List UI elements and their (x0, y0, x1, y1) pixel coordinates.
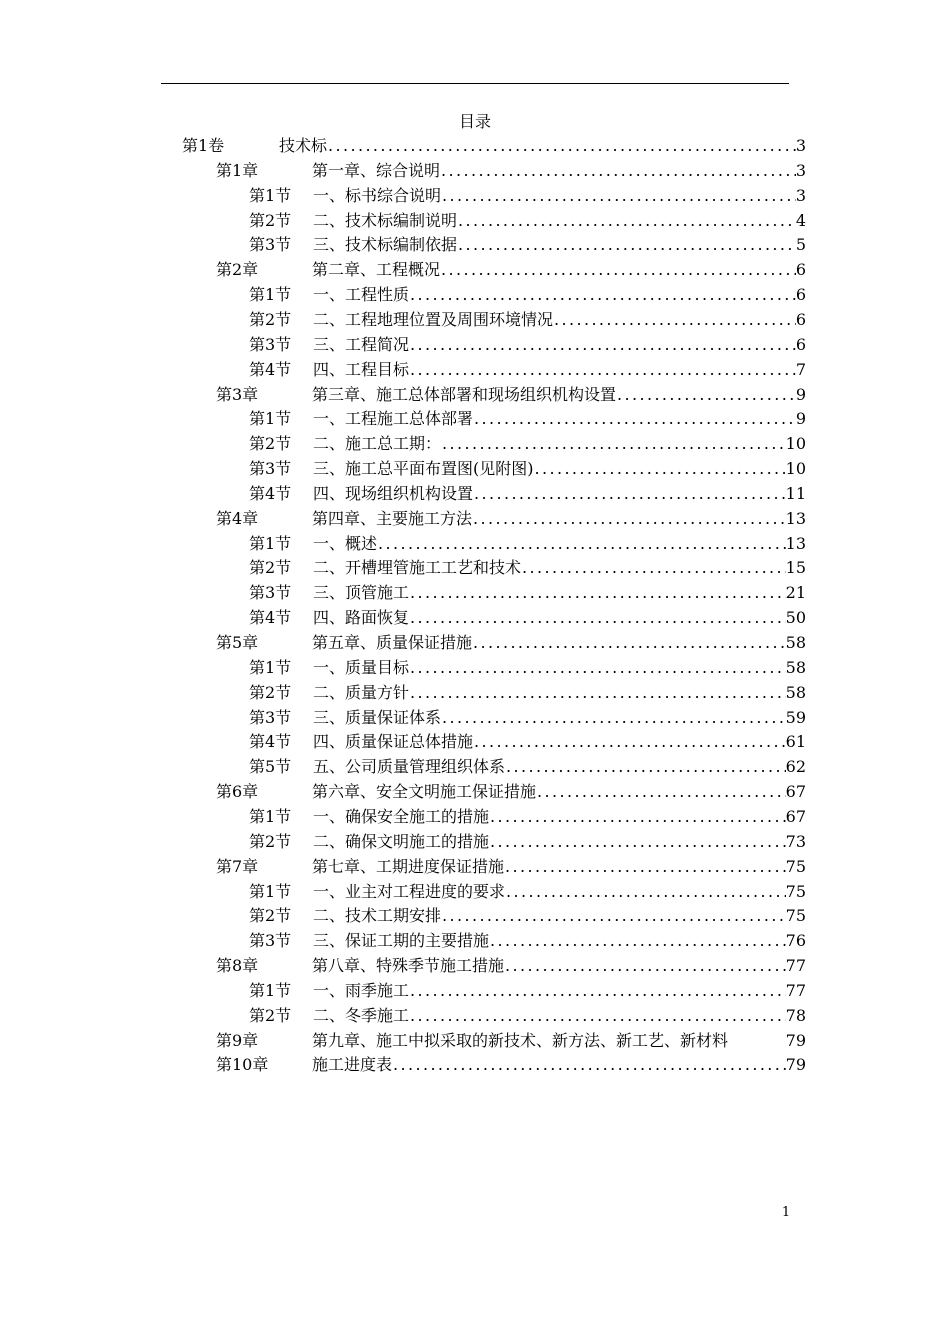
toc-entry[interactable] (216, 158, 806, 183)
toc-entry-page: 15 (785, 558, 806, 578)
toc-entry-label: 第3节 (249, 459, 292, 479)
toc-entry[interactable] (249, 928, 806, 953)
toc-entry-label: 第3节 (249, 931, 292, 951)
toc-dot-leader (473, 406, 796, 431)
toc-entry-label: 第6章 (216, 782, 259, 802)
toc-dot-leader (409, 332, 796, 357)
toc-entry-page: 13 (785, 508, 806, 528)
toc-entry-label: 第2章 (216, 260, 259, 280)
toc-dot-leader (505, 754, 786, 779)
toc-entry-label: 第3节 (249, 334, 292, 354)
toc-entry[interactable] (249, 605, 806, 630)
toc-entry-title: 四、现场组织机构设置 (313, 483, 474, 503)
toc-dot-leader (409, 282, 796, 307)
toc-entry-page: 76 (785, 931, 806, 951)
toc-entry-page: 79 (785, 1030, 806, 1050)
toc-entry[interactable] (249, 555, 806, 580)
toc-dot-leader (440, 257, 796, 282)
toc-entry-label: 第1节 (249, 285, 292, 305)
toc-entry-title: 第三章、施工总体部署和现场组织机构设置 (312, 384, 617, 404)
toc-dot-leader (489, 928, 786, 953)
toc-entry-page: 5 (795, 235, 806, 255)
toc-entry-page: 58 (785, 682, 806, 702)
toc-entry[interactable] (216, 382, 806, 407)
toc-entry-page: 3 (795, 160, 806, 180)
toc-dot-leader (553, 307, 796, 332)
toc-dot-leader (440, 158, 796, 183)
toc-entry-label: 第1节 (249, 806, 292, 826)
toc-dot-leader (457, 208, 796, 233)
toc-entry-title: 二、质量方针 (313, 682, 410, 702)
toc-entry-page: 6 (795, 309, 806, 329)
toc-dot-leader (441, 431, 786, 456)
toc-entry[interactable] (249, 754, 806, 779)
toc-entry-page: 62 (785, 757, 806, 777)
toc-entry-label: 第1节 (249, 533, 292, 553)
page-number: 1 (781, 1205, 791, 1220)
toc-entry[interactable] (249, 829, 806, 854)
toc-entry-page: 50 (785, 608, 806, 628)
toc-entry-page: 61 (785, 732, 806, 752)
toc-entry-page: 79 (785, 1055, 806, 1075)
toc-entry[interactable] (216, 506, 806, 531)
toc-entry[interactable] (249, 705, 806, 730)
toc-entry[interactable] (249, 208, 806, 233)
toc-entry-page: 75 (785, 856, 806, 876)
toc-entry[interactable] (216, 854, 806, 879)
toc-entry-title: 三、工程简况 (313, 334, 410, 354)
toc-entry[interactable] (249, 431, 806, 456)
toc-entry[interactable] (249, 183, 806, 208)
toc-dot-leader (457, 232, 796, 257)
toc-entry-title: 一、标书综合说明 (313, 185, 442, 205)
toc-entry-page: 10 (785, 434, 806, 454)
toc-entry-label: 第1节 (249, 657, 292, 677)
toc-entry-label: 第1节 (249, 881, 292, 901)
toc-entry[interactable] (249, 655, 806, 680)
toc-dot-leader (473, 481, 786, 506)
toc-entry[interactable] (249, 332, 806, 357)
toc-entry-label: 第1章 (216, 160, 259, 180)
toc-entry-title: 第八章、特殊季节施工措施 (312, 956, 505, 976)
toc-entry-label: 第2节 (249, 434, 292, 454)
toc-dot-leader (441, 705, 786, 730)
toc-entry-title: 二、开槽埋管施工工艺和技术 (313, 558, 522, 578)
toc-dot-leader (409, 580, 786, 605)
header-rule (161, 83, 789, 84)
toc-entry-title: 四、工程目标 (313, 359, 410, 379)
toc-dot-leader (409, 978, 786, 1003)
toc-entry-label: 第7章 (216, 856, 259, 876)
toc-entry-page: 67 (785, 806, 806, 826)
toc-entry-page: 21 (785, 583, 806, 603)
toc-entry-title: 三、质量保证体系 (313, 707, 442, 727)
toc-entry-page: 6 (795, 334, 806, 354)
toc-entry-title: 第四章、主要施工方法 (312, 508, 473, 528)
toc-entry-page: 6 (795, 285, 806, 305)
toc-entry-page: 78 (785, 1005, 806, 1025)
toc-entry-page: 67 (785, 782, 806, 802)
toc-entry[interactable] (216, 953, 806, 978)
toc-entry-title: 二、确保文明施工的措施 (313, 831, 490, 851)
toc-entry-title: 一、业主对工程进度的要求 (313, 881, 506, 901)
toc-entry-page: 73 (785, 831, 806, 851)
toc-dot-leader (392, 1052, 786, 1077)
toc-entry-label: 第4节 (249, 359, 292, 379)
toc-entry-page: 58 (785, 633, 806, 652)
toc-entry[interactable] (216, 257, 806, 282)
toc-dot-leader (536, 779, 786, 804)
toc-entry[interactable] (216, 1028, 806, 1053)
toc-entry-page: 75 (785, 881, 806, 901)
toc-dot-leader (409, 680, 786, 705)
toc-entry[interactable] (249, 456, 806, 481)
toc-entry-title: 一、工程施工总体部署 (313, 409, 474, 429)
toc-entry-label: 第3节 (249, 235, 292, 255)
toc-entry-title: 四、路面恢复 (313, 608, 410, 628)
toc-entry-label: 第1节 (249, 185, 292, 205)
toc-entry-page: 77 (785, 980, 806, 1000)
toc-dot-leader (441, 903, 786, 928)
toc-entry-page: 10 (785, 459, 806, 479)
toc-entry-label: 第4节 (249, 483, 292, 503)
toc-entry-title: 一、确保安全施工的措施 (313, 806, 490, 826)
toc-entry-label: 第3章 (216, 384, 259, 404)
toc-entry-label: 第5章 (216, 633, 259, 652)
toc-entry-title: 四、质量保证总体措施 (313, 732, 474, 752)
toc-entry[interactable] (249, 481, 806, 506)
toc-entry[interactable] (249, 729, 806, 754)
toc-entry[interactable] (249, 1003, 806, 1028)
toc-dot-leader (472, 506, 786, 531)
toc-dot-leader (377, 531, 786, 556)
toc-entry-title: 三、施工总平面布置图(见附图) (313, 459, 534, 479)
toc-dot-leader (534, 456, 786, 481)
toc-dot-leader (409, 357, 796, 382)
toc-entry-title: 三、保证工期的主要措施 (313, 931, 490, 951)
toc-entry-title: 技术标 (279, 136, 328, 155)
toc-entry-page: 13 (785, 533, 806, 553)
toc-entry-label: 第10章 (216, 1055, 269, 1075)
toc-entry-title: 第九章、施工中拟采取的新技术、新方法、新工艺、新材料 (312, 1030, 729, 1050)
toc-dot-leader (473, 729, 786, 754)
toc-dot-leader (409, 605, 786, 630)
toc-entry-label: 第2节 (249, 1005, 292, 1025)
toc-entry-label: 第2节 (249, 831, 292, 851)
toc-entry-title: 第二章、工程概况 (312, 260, 441, 280)
toc-dot-leader (409, 1003, 786, 1028)
toc-entry[interactable] (249, 232, 806, 257)
toc-entry-page: 77 (785, 956, 806, 976)
toc-entry-title: 二、技术工期安排 (313, 906, 442, 926)
toc-title: 目录 (458, 112, 491, 131)
toc-entry-title: 施工进度表 (312, 1055, 393, 1075)
toc-entry[interactable] (216, 1052, 806, 1077)
toc-dot-leader (472, 630, 786, 655)
toc-entry[interactable] (249, 903, 806, 928)
toc-entry[interactable] (249, 978, 806, 1003)
toc-entry[interactable] (249, 879, 806, 904)
toc-entry-page: 6 (795, 260, 806, 280)
toc-entry-title: 二、冬季施工 (313, 1005, 410, 1025)
toc-entry-title: 三、技术标编制依据 (313, 235, 458, 255)
toc-entry[interactable] (216, 630, 806, 655)
toc-entry-title: 一、概述 (313, 533, 378, 553)
toc-entry-title: 一、工程性质 (313, 285, 410, 305)
toc-entry-title: 二、技术标编制说明 (313, 210, 458, 230)
toc-entry-label: 第8章 (216, 956, 259, 976)
toc-entry[interactable] (249, 804, 806, 829)
toc-entry-page: 9 (795, 409, 806, 429)
toc-entry-page: 4 (795, 210, 806, 230)
toc-entry[interactable] (249, 282, 806, 307)
toc-entry[interactable] (249, 580, 806, 605)
toc-entry-label: 第5节 (249, 757, 292, 777)
toc-entry-title: 第一章、综合说明 (312, 160, 441, 180)
toc-entry-page: 7 (795, 359, 806, 379)
toc-dot-leader (441, 183, 796, 208)
toc-dot-leader (504, 854, 786, 879)
toc-entry-label: 第9章 (216, 1030, 259, 1050)
toc-dot-leader (489, 829, 786, 854)
toc-dot-leader (521, 555, 786, 580)
toc-entry-page: 3 (795, 185, 806, 205)
toc-entry-title: 一、质量目标 (313, 657, 410, 677)
toc-entry-page: 3 (795, 136, 806, 155)
toc-entry-label: 第3节 (249, 707, 292, 727)
toc-entry-title: 第五章、质量保证措施 (312, 633, 473, 652)
toc-entry[interactable] (249, 357, 806, 382)
toc-dot-leader (409, 655, 786, 680)
toc-entry[interactable] (182, 133, 806, 158)
toc-entry-page: 9 (795, 384, 806, 404)
toc-entry-title: 第七章、工期进度保证措施 (312, 856, 505, 876)
toc-entry-page: 58 (785, 657, 806, 677)
toc-entry[interactable] (249, 406, 806, 431)
toc-dot-leader (489, 804, 786, 829)
toc-entry-label: 第2节 (249, 682, 292, 702)
toc-dot-leader (504, 953, 786, 978)
toc-entry-label: 第2节 (249, 309, 292, 329)
toc-entry-title: 二、工程地理位置及周围环境情况 (313, 309, 554, 329)
toc-entry-title: 三、顶管施工 (313, 583, 410, 603)
toc-entry-label: 第2节 (249, 558, 292, 578)
toc-entry-label: 第3节 (249, 583, 292, 603)
toc-entry-title: 第六章、安全文明施工保证措施 (312, 782, 537, 802)
toc-entry-label: 第2节 (249, 906, 292, 926)
toc-entry[interactable] (216, 779, 806, 804)
toc-entry-label: 第1节 (249, 409, 292, 429)
toc-entry-label: 第4节 (249, 732, 292, 752)
toc-entry[interactable] (249, 531, 806, 556)
toc-entry-page: 59 (785, 707, 806, 727)
toc-entry[interactable] (249, 307, 806, 332)
toc-dot-leader (616, 382, 796, 407)
toc-dot-leader (505, 879, 786, 904)
toc-entry-label: 第4节 (249, 608, 292, 628)
toc-entry-page: 75 (785, 906, 806, 926)
toc-entry-title: 一、雨季施工 (313, 980, 410, 1000)
toc-entry-label: 第1节 (249, 980, 292, 1000)
toc-dot-leader (327, 133, 796, 158)
toc-entry-title: 二、施工总工期： (313, 434, 442, 454)
toc-entry-title: 五、公司质量管理组织体系 (313, 757, 506, 777)
toc-entry-label: 第2节 (249, 210, 292, 230)
toc-entry-label: 第4章 (216, 508, 259, 528)
toc-entry-label: 第1卷 (182, 136, 225, 155)
toc-entry-page: 11 (785, 483, 806, 503)
toc-entry[interactable] (249, 680, 806, 705)
